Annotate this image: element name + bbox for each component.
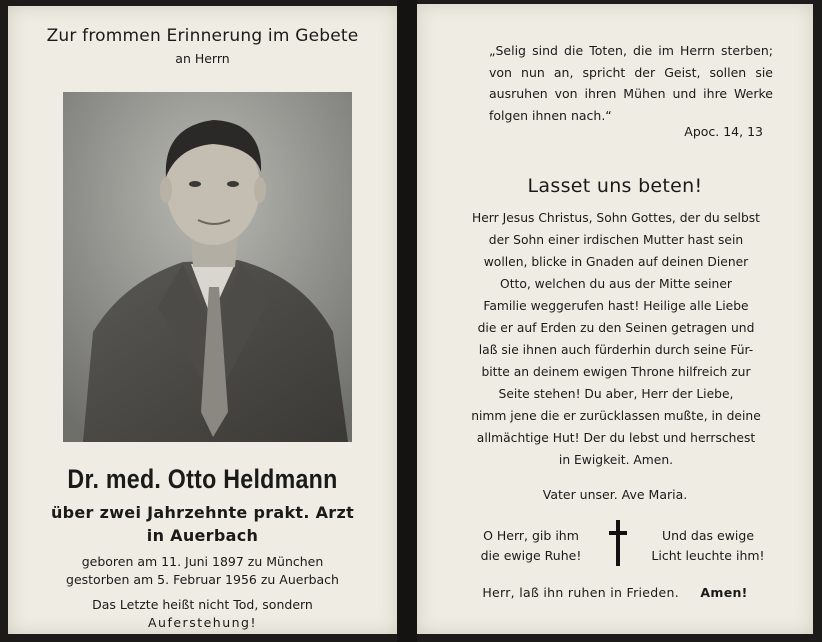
an-herrn-text: an Herrn [175, 51, 230, 66]
prayer-line: nimm jene die er zurücklassen mußte, in deine [471, 409, 761, 423]
closing-line-1: Das Letzte heißt nicht Tod, sondern [92, 597, 313, 612]
prayer-line: Familie weggerufen hast! Heilige alle Liebe [483, 299, 749, 313]
memorial-card-front [8, 6, 397, 634]
responsory-left-line-2: die ewige Ruhe! [480, 548, 582, 563]
prayer-line: laß sie ihnen auch fürderhin durch seine Für- [478, 343, 754, 357]
quote-reference: Apoc. 14, 13 [684, 124, 763, 139]
closing-line-2: Auferstehung! [147, 615, 258, 630]
portrait-photo [63, 92, 352, 442]
final-amen: Amen! [700, 585, 748, 600]
responsory-right [643, 526, 773, 566]
responsory-right-line-2: Licht leuchte ihm! [651, 548, 765, 563]
vater-unser-line: Vater unser. Ave Maria. [542, 487, 688, 502]
responsory-left [471, 526, 591, 566]
born-line: geboren am 11. Juni 1897 zu München [81, 554, 324, 569]
prayer-line: wollen, blicke in Gnaden auf deinen Diener [483, 255, 749, 269]
deceased-name: Dr. med. Otto Heldmann [67, 464, 338, 494]
prayer-title: Lasset uns beten! [527, 175, 703, 197]
prayer-line: Seite stehen! Du aber, Herr der Liebe, [498, 387, 734, 401]
prayer-line: Otto, welchen du aus der Mitte seiner [500, 277, 732, 291]
memorial-card-back [417, 4, 813, 634]
prayer-line: bitte an deinem ewigen Throne hilfreich zur [481, 365, 751, 379]
portrait-image [63, 92, 352, 442]
prayer-line: in Ewigkeit. Amen. [558, 453, 674, 467]
life-dates [8, 553, 397, 589]
bible-quote: „Selig sind die Toten, die im Herrn sterben; von nun an, spricht der Geist, sollen sie ausruhen von ihren Mühen und ihre Werke folgen ihnen nach.“ [489, 43, 773, 123]
responsory-right-line-1: Und das ewige [661, 528, 755, 543]
closing-text [8, 596, 397, 632]
prayer-line: die er auf Erden zu den Seinen getragen und [477, 321, 755, 335]
final-prayer [417, 585, 813, 600]
prayer-line: Herr Jesus Christus, Sohn Gottes, der du selbst [472, 211, 760, 225]
profession-line: über zwei Jahrzehnte prakt. Arzt [50, 503, 355, 522]
card-fold [397, 0, 417, 642]
memorial-heading: Zur frommen Erinnerung im Gebete [46, 26, 359, 46]
prayer-line: der Sohn einer irdischen Mutter hast sein [488, 233, 744, 247]
cross-icon [608, 520, 628, 566]
place-line: in Auerbach [146, 526, 259, 545]
prayer-body [469, 207, 763, 471]
died-line: gestorben am 5. Februar 1956 zu Auerbach [66, 572, 339, 587]
responsory-left-line-1: O Herr, gib ihm [483, 528, 579, 543]
prayer-line: allmächtige Hut! Der du lebst und herrschest [476, 431, 756, 445]
final-line: Herr, laß ihn ruhen in Frieden. [482, 585, 680, 600]
